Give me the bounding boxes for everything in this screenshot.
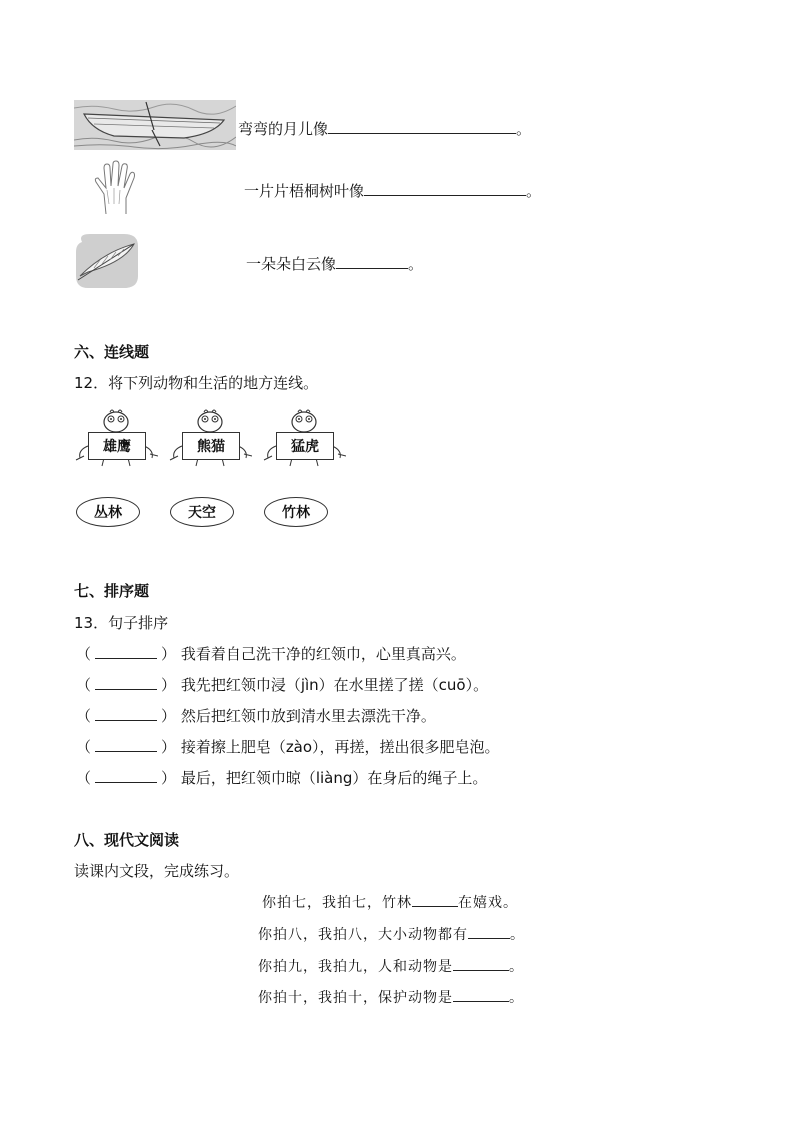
simile-row-cloud: 一朵朵白云像 。 <box>246 255 424 273</box>
order-blank[interactable] <box>95 768 157 783</box>
place-oval-bamboo[interactable]: 竹林 <box>264 497 328 527</box>
question-12: 12．将下列动物和生活的地方连线。 <box>74 374 319 392</box>
simile-row-moon: 弯弯的月儿像 。 <box>238 120 532 138</box>
sentence-text: 然后把红领巾放到清水里去漂洗干净。 <box>180 707 436 725</box>
answer-blank[interactable] <box>453 956 509 971</box>
simile-text: 一朵朵白云像 <box>246 255 337 273</box>
order-row: （ ） 接着擦上肥皂（zào），再搓，搓出很多肥皂泡。 <box>76 738 500 756</box>
sentence-text: 我先把红领巾浸（jìn）在水里搓了搓（cuō）。 <box>180 676 489 694</box>
answer-blank[interactable] <box>336 254 408 269</box>
answer-blank[interactable] <box>412 892 458 907</box>
simile-row-leaf: 一片片梧桐树叶像 。 <box>244 182 542 200</box>
order-row: （ ） 然后把红领巾放到清水里去漂洗干净。 <box>76 707 436 725</box>
place-oval-sky[interactable]: 天空 <box>170 497 234 527</box>
answer-blank[interactable] <box>328 119 516 134</box>
animal-card-panda[interactable] <box>168 408 252 470</box>
animal-label: 熊猫 <box>182 432 240 460</box>
order-blank[interactable] <box>95 737 157 752</box>
animal-label: 雄鹰 <box>88 432 146 460</box>
order-row: （ ） 最后，把红领巾晾（liàng）在身后的绳子上。 <box>76 769 488 787</box>
poem-line: 你拍八，我拍八，大小动物都有 。 <box>258 924 525 944</box>
section-title-ordering: 七、排序题 <box>74 582 150 600</box>
place-oval-jungle[interactable]: 丛林 <box>76 497 140 527</box>
sentence-text: 我看着自己洗干净的红领巾，心里真高兴。 <box>180 645 466 663</box>
section-title-reading: 八、现代文阅读 <box>74 831 180 849</box>
simile-text: 一片片梧桐树叶像 <box>244 182 365 200</box>
animal-label: 猛虎 <box>276 432 334 460</box>
order-blank[interactable] <box>95 706 157 721</box>
order-row: （ ） 我看着自己洗干净的红领巾，心里真高兴。 <box>76 645 466 663</box>
hand-picture <box>92 160 138 216</box>
answer-blank[interactable] <box>453 987 509 1002</box>
order-blank[interactable] <box>95 644 157 659</box>
animal-card-tiger[interactable] <box>262 408 346 470</box>
sentence-text: 最后，把红领巾晾（liàng）在身后的绳子上。 <box>180 769 488 787</box>
question-13: 13．句子排序 <box>74 614 169 632</box>
sentence-text: 接着擦上肥皂（zào），再搓，搓出很多肥皂泡。 <box>180 738 500 756</box>
boat-picture <box>74 100 236 150</box>
animal-card-eagle[interactable] <box>74 408 158 470</box>
poem-line: 你拍十，我拍十，保护动物是 。 <box>258 987 524 1007</box>
feather-picture <box>74 232 140 290</box>
poem-line: 你拍九，我拍九，人和动物是 。 <box>258 956 524 976</box>
answer-blank[interactable] <box>468 924 510 939</box>
poem-line: 你拍七，我拍七，竹林 在嬉戏。 <box>262 892 518 912</box>
simile-text: 弯弯的月儿像 <box>238 120 329 138</box>
section-title-matching: 六、连线题 <box>74 343 150 361</box>
answer-blank[interactable] <box>364 181 526 196</box>
order-row: （ ） 我先把红领巾浸（jìn）在水里搓了搓（cuō）。 <box>76 676 489 694</box>
reading-instruction: 读课内文段，完成练习。 <box>74 862 240 880</box>
order-blank[interactable] <box>95 675 157 690</box>
